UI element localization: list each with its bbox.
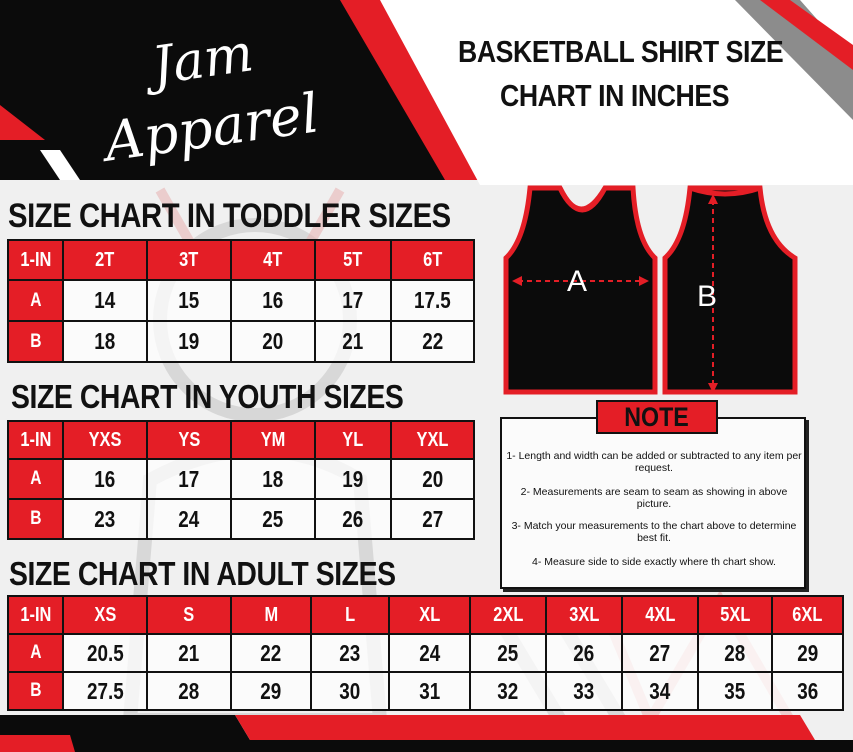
value-cell: 20 [231,321,315,362]
value-cell: 14 [63,280,147,321]
row-label: A [8,459,63,499]
row-label: B [8,672,63,710]
value-cell: 23 [63,499,147,539]
value-cell: 19 [315,459,391,499]
header-cell: YXL [391,421,474,459]
header-cell: 3XL [546,596,622,634]
header-cell: M [231,596,311,634]
value-cell: 19 [147,321,231,362]
value-cell: 21 [315,321,391,362]
value-cell: 17.5 [391,280,474,321]
value-cell: 29 [772,634,843,672]
table-row [8,321,474,362]
table-header-row [8,596,843,634]
header-cell: YM [231,421,315,459]
brand-logo-line1: Jam [148,23,257,97]
value-cell: 25 [231,499,315,539]
note-item: 1- Length and width can be added or subtracted to any item per request. [506,450,802,474]
value-cell: 16 [63,459,147,499]
corner-cell: 1-IN [8,596,63,634]
header-cell: 6T [391,240,474,280]
brand-logo-line2: Apparel [100,81,323,174]
row-label: A [8,634,63,672]
youth-section-title: SIZE CHART IN YOUTH SIZES [11,378,404,415]
table-row [8,459,474,499]
header-cell: 2XL [470,596,546,634]
value-cell: 28 [147,672,231,710]
value-cell: 22 [391,321,474,362]
table-header-row [8,240,474,280]
header-cell: 4XL [622,596,698,634]
note-item: 3- Match your measurements to the chart above to determine best fit. [511,520,797,544]
value-cell: 27.5 [63,672,147,710]
table-row [8,672,843,710]
page-title-line2: CHART IN INCHES [500,78,730,113]
value-cell: 17 [315,280,391,321]
header-cell: XL [389,596,470,634]
header-cell: L [311,596,389,634]
note-item: 4- Measure side to side exactly where th chart show. [532,556,776,568]
value-cell: 15 [147,280,231,321]
value-cell: 22 [231,634,311,672]
note-title: NOTE [596,400,718,434]
value-cell: 25 [470,634,546,672]
value-cell: 35 [698,672,772,710]
header-cell: YXS [63,421,147,459]
value-cell: 23 [311,634,389,672]
corner-cell: 1-IN [8,421,63,459]
header-cell: 2T [63,240,147,280]
value-cell: 24 [389,634,470,672]
value-cell: 21 [147,634,231,672]
value-cell: 16 [231,280,315,321]
header-cell: 3T [147,240,231,280]
value-cell: 29 [231,672,311,710]
value-cell: 26 [315,499,391,539]
youth-size-table [7,420,475,540]
row-label: A [8,280,63,321]
row-label: B [8,499,63,539]
page-title-line1: BASKETBALL SHIRT SIZE [458,34,784,69]
header-cell: S [147,596,231,634]
value-cell: 31 [389,672,470,710]
adult-section-title: SIZE CHART IN ADULT SIZES [9,555,396,592]
measure-label-b: B [697,280,718,313]
value-cell: 30 [311,672,389,710]
table-row [8,499,474,539]
value-cell: 36 [772,672,843,710]
header-cell: 6XL [772,596,843,634]
value-cell: 33 [546,672,622,710]
header-cell: 5T [315,240,391,280]
toddler-size-table [7,239,475,363]
header-cell: 4T [231,240,315,280]
value-cell: 34 [622,672,698,710]
note-item: 2- Measurements are seam to seam as showing in above picture. [520,486,788,510]
measure-label-a: A [567,265,588,298]
header-cell: XS [63,596,147,634]
value-cell: 20.5 [63,634,147,672]
value-cell: 27 [622,634,698,672]
value-cell: 17 [147,459,231,499]
table-row [8,280,474,321]
value-cell: 18 [231,459,315,499]
toddler-section-title: SIZE CHART IN TODDLER SIZES [8,197,451,235]
value-cell: 18 [63,321,147,362]
row-label: B [8,321,63,362]
header-cell: 5XL [698,596,772,634]
value-cell: 32 [470,672,546,710]
value-cell: 26 [546,634,622,672]
table-row [8,634,843,672]
adult-size-table [7,595,844,711]
value-cell: 24 [147,499,231,539]
value-cell: 20 [391,459,474,499]
table-header-row [8,421,474,459]
header-cell: YL [315,421,391,459]
value-cell: 27 [391,499,474,539]
header-cell: YS [147,421,231,459]
corner-cell: 1-IN [8,240,63,280]
value-cell: 28 [698,634,772,672]
